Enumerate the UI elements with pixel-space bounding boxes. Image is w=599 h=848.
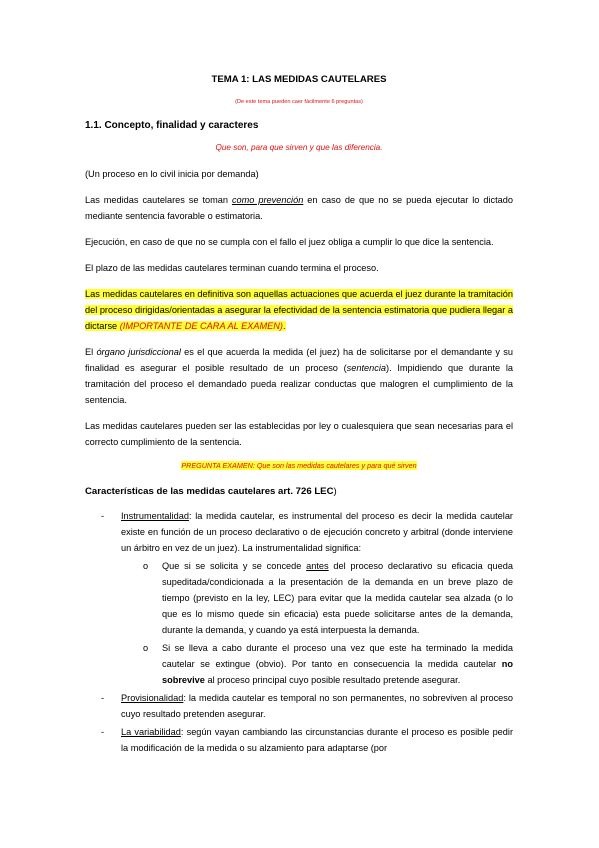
paragraph-prevention [85,192,513,224]
sub-list-item [85,640,513,688]
dash-bullet: - [101,693,105,703]
heading-text: Características de las medidas cautelares art. 726 LEC [85,486,334,497]
emphasis-antes: antes [306,561,329,571]
text-span: al proceso principal cuyo posible resultado pretende asegurar. [204,675,461,685]
paragraph-civil-process: (Un proceso en lo civil inicia por demanda) [85,169,259,179]
exam-question-text: PREGUNTA EXAMEN: Que son las medidas cautelares y para qué sirven [181,461,417,470]
emphasis-sentencia: sentencia [346,363,387,373]
characteristics-list [85,508,513,756]
dash-bullet: - [101,511,105,521]
list-item [85,508,513,556]
term-variabilidad: La variabilidad [121,727,181,737]
sub-list-item [85,558,513,638]
list-item [85,690,513,722]
list-item-text: : la medida cautelar, es instrumental del proceso es decir la medida cautelar existe en función de un proceso declarativo o de ejecución concreto y arbitral (donde interviene un árbitro en vez de un juez). La instrumentalidad significa: [121,511,513,553]
circle-bullet: o [143,561,149,571]
paragraph-definition-highlighted [85,286,513,334]
emphasis-no-sobrevive: no sobrevive [162,659,513,685]
paragraph-ejecucion: Ejecución, en caso de que no se cumpla con el fallo el juez obliga a cumplir lo que dice la sentencia. [85,237,494,247]
text-span: Las medidas cautelares se toman [85,195,232,205]
emphasis-prevention: como prevención [231,195,304,205]
text-span: ). Impidiendo que durante la tramitación del proceso el demandado pueda realizar conductas que malogren el cumplimiento de la sentencia. [85,363,513,405]
document-body [85,72,513,758]
text-span: El [85,347,97,357]
circle-bullet: o [143,643,149,653]
term-instrumentalidad: Instrumentalidad [121,511,189,521]
text-span: del proceso declarativo su eficacia queda supeditada/condicionada a la presentación de la demanda en un breve plazo de tiempo (previsto en la ley, LEC) para evitar que la medida cautelar sea alzada (o lo que es lo mismo quede sin eficacia) esta puede solicitarse antes de la demanda, durante la demanda, y cuando ya está interpuesta la demanda. [162,561,513,635]
section-heading: 1.1. Concepto, finalidad y caracteres [85,120,259,131]
paragraph-plazo: El plazo de las medidas cautelares terminan cuando termina el proceso. [85,263,379,273]
list-item [85,724,513,756]
subtitle-note: (De este tema pueden caer fácilmente 6 preguntas) [235,99,363,105]
text-span: en caso de que no se pueda ejecutar lo dictado mediante sentencia favorable o estimatoria. [85,195,513,221]
dash-bullet: - [101,727,105,737]
text-span: Si se lleva a cabo durante el proceso una vez que este ha terminado la medida cautelar se extingue (obvio). Por tanto en consecuencia la medida cautelar [162,643,513,669]
text-span: es el que acuerda la medida (el juez) ha de solicitarse por el demandante y su finalidad es asegurar el posible resultado de un proceso ( [85,347,513,373]
list-item-text: : la medida cautelar es temporal no son permanentes, no sobreviven al proceso cuyo resultado pretenden asegurar. [121,693,513,719]
heading-paren: ) [333,486,337,497]
highlighted-text: . [282,321,286,331]
paragraph-medidas-ley: Las medidas cautelares pueden ser las establecidas por ley o cualesquiera que sean necesarias para el correcto cumplimiento de la sentencia. [85,421,513,447]
characteristics-heading [85,484,513,500]
paragraph-organo [85,344,513,408]
page-title: TEMA 1: LAS MEDIDAS CAUTELARES [211,74,387,85]
text-span: Que si se solicita y se concede [162,561,307,571]
term-provisionalidad: Provisionalidad [121,693,184,703]
emphasis-organo: órgano jurisdiccional [96,347,181,357]
exam-question-note [85,458,513,474]
important-exam-note: (IMPORTANTE DE CARA AL EXAMEN) [119,321,283,331]
list-item-text: : según vayan cambiando las circunstancias durante el proceso es posible pedir la modificación de la medida o su alzamiento para adaptarse (por [121,727,514,753]
red-annotation: Que son, para que sirven y que las diferencia. [215,143,383,152]
highlighted-text: Las medidas cautelares en definitiva son aquellas actuaciones que acuerda el juez durante la tramitación del proceso dirigidas/orientadas a asegurar la efectividad de la sentencia estimatoria que pudiera llegar a dictarse [85,289,513,331]
